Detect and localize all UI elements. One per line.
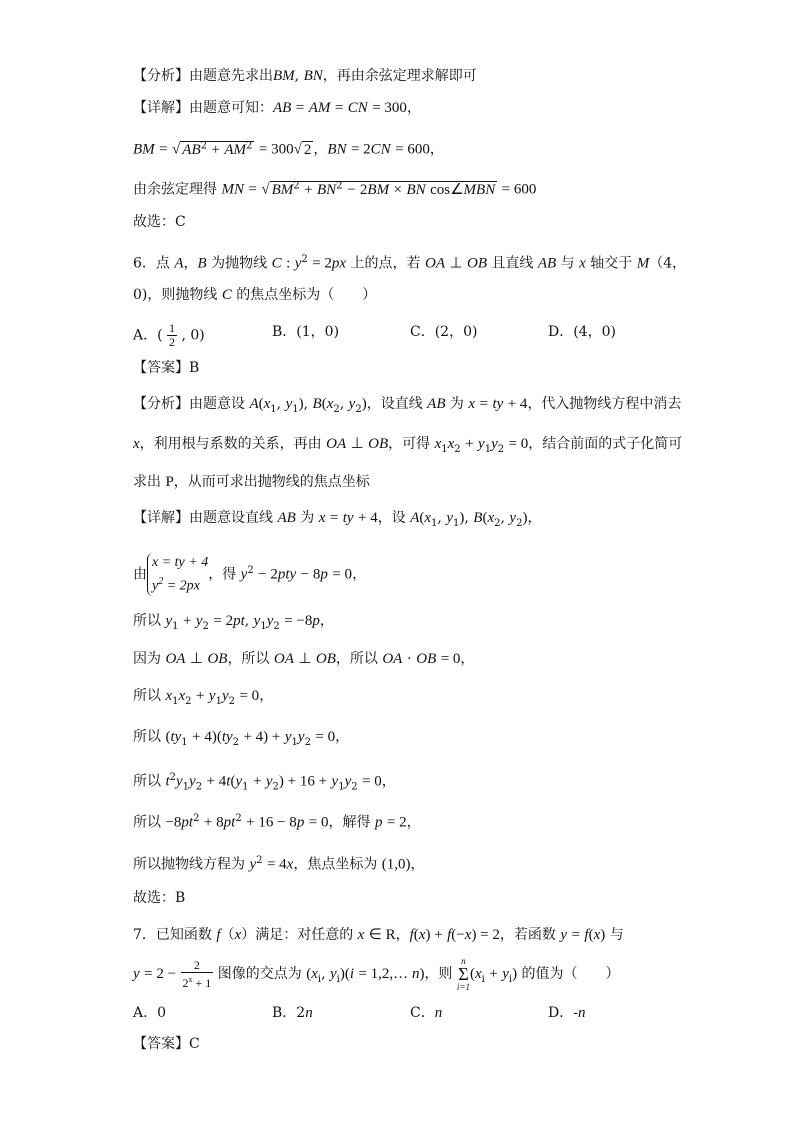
q6-line2: 0)，则抛物线 C 的焦点坐标为（ ） [133, 287, 377, 303]
answer-tag: 【答案】 [133, 1036, 189, 1052]
cosine-law-line: 由余弦定理得 MN = √ $BM^2 + BN^2 - 2BM$ × BN cos∠MBN = 600 [133, 180, 537, 198]
analysis-tag: 【分析】 [133, 68, 189, 84]
q6-answer [133, 358, 199, 378]
q6-choice: 故选：B [133, 890, 186, 906]
q6-option-a: A．( $\frac{1}{2}$ , 0) [133, 321, 205, 349]
detail-tag: 【详解】 [133, 510, 189, 526]
q7-option-d: D．-n [548, 1005, 586, 1021]
q6-detail-7: 所以 $t^2y_1y_2 + 4t(y_1 + y_2) + 16 + y_1y_2 = 0$， [133, 772, 396, 793]
q6-detail-2: 由 x = ty + 4 $y^2 = 2px$ ，得 $y^2 - 2pty - 8p = 0$， [133, 555, 367, 594]
detail-line: 【详解】由题意可知：AB = AM = CN = 300， [133, 100, 421, 116]
answer-value: C [189, 1036, 200, 1052]
q6-detail-8: 所以 $-8pt^2 + 8pt^2 + 16 - 8p = 0$，解得 p = 2， [133, 813, 421, 831]
q6-detail-9: 所以抛物线方程为 $y^2 = 4x$，焦点坐标为 (1,0)， [133, 855, 425, 873]
q6-detail-4: 因为 OA ⊥ OB，所以 OA ⊥ OB，所以 OA · OB = 0， [133, 651, 475, 667]
q6-option-b: B．(1，0) [272, 324, 340, 340]
q6-option-c: C．(2，0) [410, 324, 478, 340]
formula-bm-bn: BM = √ $AB^2 + AM^2 = 300√$ 2 ，BN = 2CN = 600， [133, 140, 444, 158]
answer-tag: 【答案】 [133, 360, 189, 376]
q7-option-b: B．2n [272, 1005, 313, 1021]
q7-line1: 7．已知函数 f（x）满足：对任意的 x ∈ R，f(x) + f(−x) = 2，若函数 y = f(x) 与 [133, 927, 624, 943]
q6-option-d: D．(4，0) [548, 324, 616, 340]
q6-detail-1: 【详解】由题意设直线 AB 为 x = ty + 4，设 $A(x_1$, $y_1$), $B(x_2$, $y_2$)， [133, 510, 542, 529]
analysis-line: 【分析】由题意先求出BM, BN，再由余弦定理求解即可 [133, 68, 477, 84]
answer-value: B [189, 360, 200, 376]
analysis-tag: 【分析】 [133, 396, 189, 412]
q6-analysis-1: 【分析】由题意设 $A(x_1$, $y_1$), $B(x_2$, $y_2$)，设直线 AB 为 x = ty + 4，代入抛物线方程中消去 [133, 396, 682, 415]
q7-line2: y = 2 − $\frac{2}{2^x + 1}$ 图像的交点为 ($x_i$, $y_i)(i$ = 1,2,… n)，则 n Σ i=1 $(x_i + y_i)$ 的值为（ ） [133, 956, 620, 992]
q6-detail-3: 所以 $y_1 + y_2 = 2pt$, $y_1y_2 = -8p$， [133, 613, 334, 632]
q6-line1: 6．点 A，B 为抛物线 C : $y^2 = 2px$ 上的点，若 OA ⊥ OB 且直线 AB 与 x 轴交于 M（4， [133, 254, 687, 272]
q7-answer [133, 1034, 200, 1054]
q6-analysis-3: 求出 P，从而可求出抛物线的焦点坐标 [133, 474, 370, 490]
detail-tag: 【详解】 [133, 100, 189, 116]
choice-line: 故选：C [133, 214, 186, 230]
q6-detail-5: 所以 $x_1x_2 + y_1y_2 = 0$， [133, 688, 274, 707]
q6-analysis-2: x，利用根与系数的关系，再由 OA ⊥ OB，可得 $x_1x_2 + y_1y_2 = 0$，结合前面的式子化简可 [133, 436, 683, 455]
q7-option-a: A．0 [133, 1005, 167, 1021]
q6-detail-6: 所以 $(ty_1 + 4)(ty_2 + 4) + y_1y_2 = 0$， [133, 729, 350, 748]
q7-option-c: C．n [410, 1005, 443, 1021]
